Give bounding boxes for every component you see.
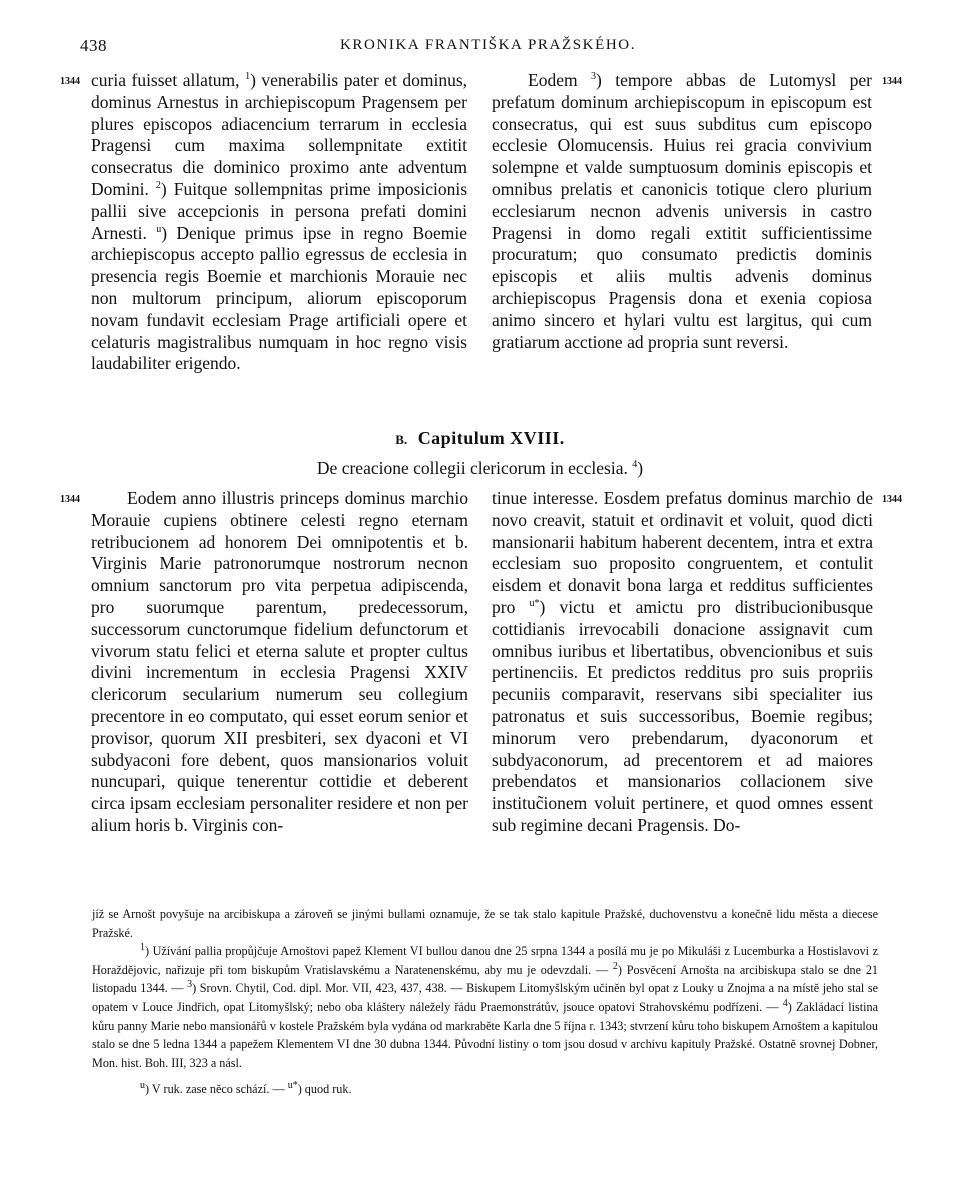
footnote-number: 3 [187,979,193,991]
chapter-subtitle-text: De creacione collegii clericorum in ecclesia. [316,458,628,478]
margin-year-top-left: 1344 [60,76,80,87]
bottom-left-column [91,488,468,837]
footnote-ref: u [156,223,162,235]
footnote-number: u [140,1080,145,1092]
footnote-ref: 1 [245,71,251,83]
text-segment: curia fuisset allatum, [91,70,240,90]
text-segment: ) Denique primus ipse in regno Boemie archiepiscopus accepto pallio egressus de ecclesia in presencia regis Boemie et marchionis Morauie nec non multorum principum, aliorum episcoporum novam fundavit ecclesiam Prage artificiali opere et celaturis magistralibus numquam in hoc regno visis laudabiliter erigendo. [91,222,467,374]
footnotes [92,905,878,1099]
page-number: 438 [80,36,107,55]
chapter-title: Capitulum XVIII. [417,428,565,448]
footnote-number: 2 [612,960,618,972]
text-segment: ) Fuitque sollempnitas prime imposicionis pallii sive accepcionis in persona prefati domini Arnesti. [91,178,468,243]
top-right-column [492,70,872,353]
footnote-ref: 3 [591,71,596,83]
chapter-subtitle: De creacione collegii clericorum in ecclesia. $^4$) [316,458,644,478]
margin-year-top-right: 1344 [882,76,902,87]
text-segment: ) venerabilis pater et dominus, dominus Arnestus in archiepiscopum Pragensem per plures episcopos adiacencium terrarum in ecclesia Pragensi cum maxima sollempnitate extitit consecratus die dominico proximo ante adventum Domini. [91,70,467,199]
footnote-number: u* [287,1080,298,1092]
margin-year-bottom-left: 1344 [60,494,80,505]
text-segment: ) tempore abbas de Lutomysl per prefatum dominum archiepiscopum in episcopum est consecratus, qui est suus subditus cum episcopo ecclesie Olomucensis. Huius rei gracia convivium solempne et valde sumptuosum dominis episcopis et omnibus prelatis et canonicis totique clero plurium ecclesiarum necnon advenis universis in castro Pragensi in domo regali extitit sufficientissime procuratum; quo consumato predictis dominis episcopis et aliis multis advenis dominus archiepiscopus Pragensis dona et exenia copiosa animo sincero et hylari vultu est largitus, qui cum gratiarum acctione ad propria sunt reversi. [492,70,873,352]
chapter-heading [0,428,960,449]
footnote-ref: u* [529,598,540,610]
running-title: KRONIKA FRANTIŠKA PRAŽSKÉHO. [340,37,637,53]
footnote-group [92,942,878,1072]
footnote-text: ) Užívání pallia propůjčuje Arnoštovi papež Klement VI bullou danou dne 25 srpna 1344 a posílá mu je po Mikuláši z Lucemburka a Hostislavovi z Horaždějovic, nařizuje při tom biskupům Vratislavskému a Naratenenskému, aby mu je odevzdali. — [92,944,878,977]
text-segment: tinue interesse. Eosdem prefatus dominus marchio de novo creavit, statuit et ordinavit et voluit, quod dicti mansionarii habitum haberent decentem, intra et extra ecclesiam suo proposito congruentem, et contulit eisdem et donavit bona larga et redditus sufficientes pro [492,488,873,617]
footnote-text: ) quod ruk. [297,1082,352,1097]
footnote-text: ) V ruk. zase něco schází. — [145,1082,285,1097]
footnote-number: 4 [782,997,788,1009]
margin-year-bottom-right: 1344 [882,494,902,505]
text-segment: ) victu et amictu pro distribucionibusque cottidianis irrevocabili donacione assignavit cum omnibus iuribus et libertatibus, obvencionibus et suis pertinenciis. Et predictos redditus pro suis propriis pecuniis comparavit, reservans sibi specialiter ius patronatus et suis successoribus, Boemie regibus; minorum vero prebendarum, dyaconorum et subdyaconorum, ad precentorem et ad maiores prebendatos et mansionarios collacionem sive instituc̃ionem voluit pertinere, et quod omnes essent sub regimine decani Pragensis. Do- [492,596,873,835]
footnote-text: ) Posvěcení Arnošta na arcibiskupa stalo se dne 21 listopadu 1344. — [92,962,879,996]
footnote-continuation: jíž se Arnošt povyšuje na arcibiskupa a zároveň se jinými bullami oznamuje, že se tak stalo kapitule Pražské, duchovenstvu a konečně lidu města a diecese Pražské. [92,907,878,940]
footnote-ref: 4 [632,459,638,471]
bottom-right-column [492,488,873,837]
footnote-number: 1 [140,942,145,954]
footnote-ref: 2 [155,180,161,192]
top-left-column [91,70,467,375]
text-segment: Eodem anno illustris princeps dominus marchio Morauie cupiens obtinere celesti regno eternam retribucionem ad honorem Dei omnipotentis et b. Virginis Marie patronorumque nostrorum necnon omnium sanctorum pro vita perpetua adipiscenda, pro suorumque parentum, predecessorum, successorum cunctorumque fidelium defunctorum et vivorum statu felici et eterna salute et propter cultus divini incrementum in ecclesia Pragensi XXIV clericorum secularium numerum seu collegium precentore in eo computato, qui esset eorum senior et provisor, quorum XII presbiteri, sex dyaconi et VI subdyaconi fore debent, quos mansionarios voluit nuncupari, quique tenerentur cottidie et deberent circa ipsam ecclesiam personaliter residere et non per alium horis b. Virginis con- [91,488,468,835]
chapter-letter: B. [395,432,408,447]
footnote-text: ) Zakládací listina kůru panny Marie nebo mansionářů v kostele Pražském byla vydána od markraběte Karla dne 5 října r. 1343; stvrzení kůru toho biskupem Arnoštem a kapitulou stalo se dne 5 ledna 1344 a papežem Klementem VI dne 30 dubna 1344. Původní listiny o tom jsou dosud v archivu kapituly Pražské. Ostatně srovnej Dobner, Mon. hist. Boh. III, 323 a násl. [92,999,878,1070]
apparatus-note [92,1080,878,1099]
footnote-text: ) Srovn. Chytil, Cod. dipl. Mor. VII, 423, 437, 438. — Biskupem Litomyšlským učiněn byl opat z Louky u Znojma a na místě jeho stal se opatem v Louce Jindřich, opat Litomyšlský; nebo oba kláštery náležely řádu Praemonstrátův, jsouce opatovi Strahovskému podřízeni. — [92,981,879,1014]
text-segment: Eodem [528,70,578,90]
